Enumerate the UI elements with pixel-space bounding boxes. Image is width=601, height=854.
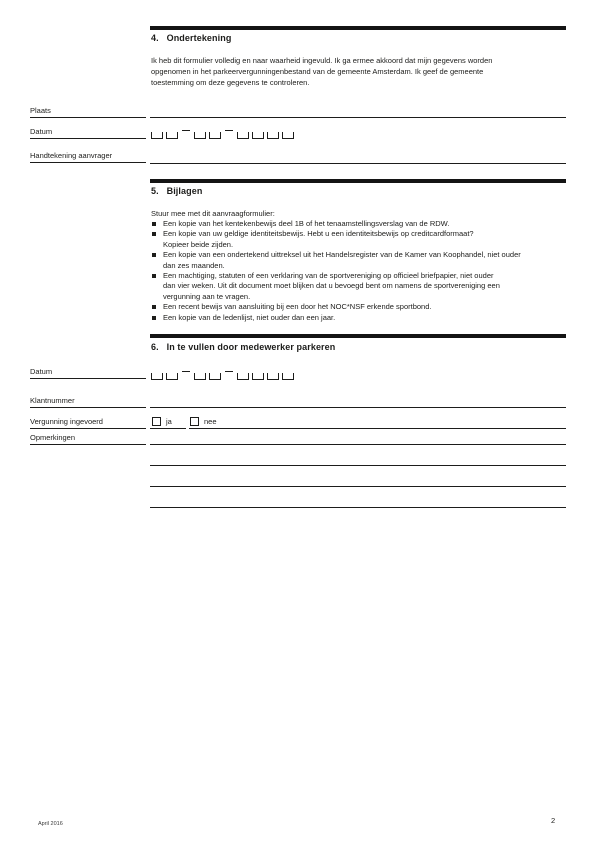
section-6-number: 6. [151,342,159,352]
vergunning-ingevoerd-label: Vergunning ingevoerd [30,417,146,429]
signature-declaration [151,55,553,88]
date-year-box[interactable] [282,132,294,139]
date-month-box[interactable] [194,132,206,139]
handtekening-label: Handtekening aanvrager [30,151,146,163]
handtekening-field-line[interactable] [150,163,566,164]
attachments-intro: Stuur mee met dit aanvraagformulier: [151,209,275,218]
opmerkingen-field-line[interactable] [150,465,566,466]
klantnummer-field-line[interactable] [150,407,566,408]
section-5-title: Bijlagen [166,186,203,196]
declaration-line: toestemming om deze gegevens te controleren. [151,78,310,87]
bullet-text: Kopieer beide zijden. [163,239,234,249]
nee-field-line [189,428,566,429]
list-item [151,250,569,271]
bullet-text: Een recent bewijs van aansluiting bij een door het NOC*NSF erkende sportbond. [163,302,432,312]
bullet-text: Een kopie van de ledenlijst, niet ouder dan een jaar. [163,312,336,322]
date-year-box[interactable] [237,373,249,380]
declaration-line: opgenomen in het parkeervergunningenbestand van de gemeente Amsterdam. Ik geef de gemeente [151,67,484,76]
bullet-text: Een kopie van een ondertekend uittreksel uit het Handelsregister van de Kamer van Koophandel, niet ouder [163,250,521,260]
bullet-text: dan zes maanden. [163,260,225,270]
bullet-text: Een machtiging, statuten of een verklaring van de sportvereniging op officieel briefpapier, niet ouder [163,271,494,281]
date-comb-field-medewerker[interactable] [151,370,294,380]
list-item [151,219,569,229]
date-year-box[interactable] [252,373,264,380]
bullet-square-icon [152,232,156,236]
plaats-field-line[interactable] [150,117,566,118]
section-4-title: Ondertekening [166,33,232,43]
section-6-heading [151,342,335,352]
date-separator-dash [182,130,190,131]
date-year-box[interactable] [267,373,279,380]
date-day-box[interactable] [151,373,163,380]
plaats-label: Plaats [30,106,146,118]
ja-checkbox-label: ja [166,417,172,426]
nee-checkbox[interactable] [190,417,199,426]
ja-field-line [150,428,186,429]
date-day-box[interactable] [151,132,163,139]
date-month-box[interactable] [209,132,221,139]
bullet-text: Een kopie van uw geldige identiteitsbewijs. Hebt u een identiteitsbewijs op creditcardformaat? [163,229,474,239]
datum-medewerker-label: Datum [30,367,146,379]
date-month-box[interactable] [209,373,221,380]
date-separator-dash [182,371,190,372]
attachments-list [151,219,569,323]
list-item [151,302,569,312]
date-year-box[interactable] [282,373,294,380]
opmerkingen-field-line[interactable] [150,444,566,445]
declaration-line: Ik heb dit formulier volledig en naar waarheid ingevuld. Ik ga ermee akkoord dat mijn gegevens worden [151,56,493,65]
section-4-heading [151,33,231,43]
ja-checkbox[interactable] [152,417,161,426]
klantnummer-label: Klantnummer [30,396,146,408]
page-number: 2 [551,816,556,825]
list-item [151,313,569,323]
bullet-text: dan vier weken. Uit dit document moet blijken dat u bevoegd bent om namens de sportvereniging een [163,281,500,291]
date-separator-dash [225,130,233,131]
section-5-heading [151,186,202,196]
date-day-box[interactable] [166,132,178,139]
bullet-square-icon [152,305,156,309]
section-5-number: 5. [151,186,159,196]
date-separator-dash [225,371,233,372]
bullet-square-icon [152,222,156,226]
nee-checkbox-label: nee [204,417,217,426]
opmerkingen-field-line[interactable] [150,507,566,508]
date-year-box[interactable] [252,132,264,139]
section-6-title: In te vullen door medewerker parkeren [166,342,336,352]
bullet-text: vergunning aan te vragen. [163,291,251,301]
date-year-box[interactable] [267,132,279,139]
bullet-square-icon [152,316,156,320]
section-6-rule [150,334,566,338]
section-5-rule [150,179,566,183]
date-year-box[interactable] [237,132,249,139]
list-item [151,229,569,250]
footer-version-date: April 2016 [38,821,63,827]
bullet-square-icon [152,274,156,278]
date-month-box[interactable] [194,373,206,380]
section-4-number: 4. [151,33,159,43]
section-4-rule [150,26,566,30]
datum-label: Datum [30,127,146,139]
bullet-square-icon [152,253,156,257]
bullet-text: Een kopie van het kentekenbewijs deel 1B of het tenaamstellingsverslag van de RDW. [163,219,450,228]
date-day-box[interactable] [166,373,178,380]
opmerkingen-field-line[interactable] [150,486,566,487]
opmerkingen-label: Opmerkingen [30,433,146,445]
date-comb-field[interactable] [151,129,294,139]
list-item [151,271,569,302]
